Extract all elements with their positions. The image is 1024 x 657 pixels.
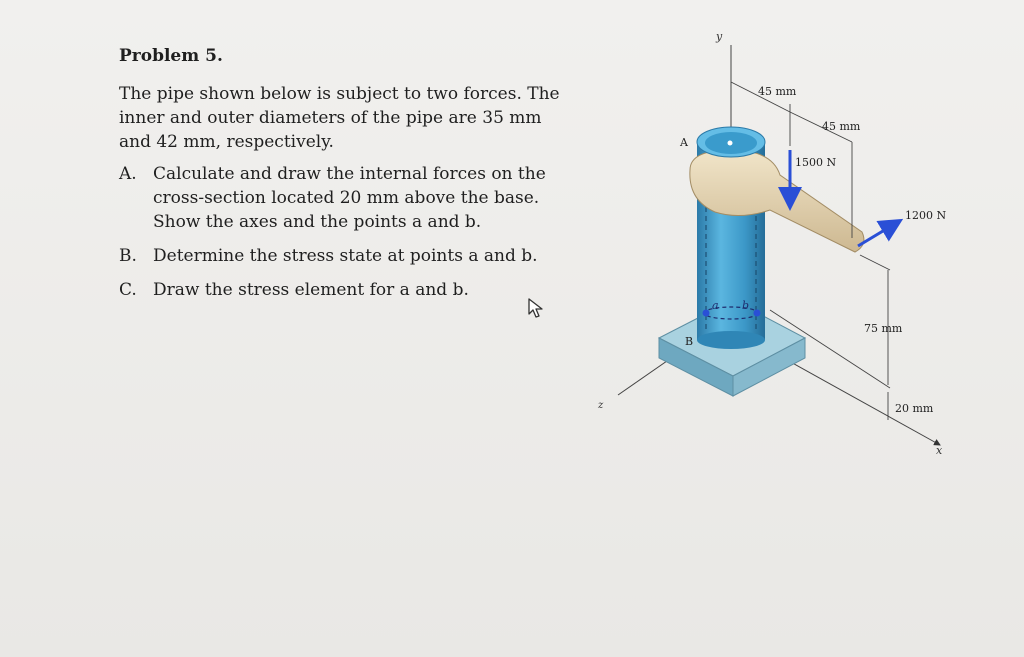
label-point-A: A (680, 136, 688, 149)
label-point-B: B (685, 335, 694, 348)
point-a-marker (703, 310, 710, 317)
label-x-axis: x (936, 444, 943, 457)
label-dim-arm: 45 mm (822, 120, 861, 133)
question-c-marker: C. (119, 280, 137, 300)
question-b-marker: B. (119, 246, 137, 266)
label-dim-section: 20 mm (895, 402, 934, 415)
question-a-text: Calculate and draw the internal forces on the cross-section located 20 mm above the base. Show the axes and the points a and b. (153, 164, 546, 232)
question-b-text: Determine the stress state at points a and b. (153, 246, 538, 266)
label-point-b: b (742, 299, 750, 312)
question-a-marker: A. (119, 164, 137, 184)
label-dim-height: 75 mm (864, 322, 903, 335)
problem-title: Problem 5. (119, 46, 223, 66)
height-guide (860, 255, 890, 270)
force-1200-arrow (858, 222, 898, 246)
pipe-center-dot (728, 141, 733, 146)
label-force-vertical: 1500 N (795, 156, 837, 169)
question-c-text: Draw the stress element for a and b. (153, 280, 469, 300)
label-force-horizontal: 1200 N (905, 209, 947, 222)
problem-intro: The pipe shown below is subject to two forces. The inner and outer diameters of the pipe are 35 mm and 42 mm, respectively. (119, 84, 560, 152)
pipe-bottom-edge (697, 331, 765, 349)
point-b-marker (754, 310, 761, 317)
label-dim-top: 45 mm (758, 85, 797, 98)
label-y-axis: y (716, 30, 723, 43)
label-point-a: a (712, 299, 719, 312)
label-z-axis: z (598, 400, 604, 411)
